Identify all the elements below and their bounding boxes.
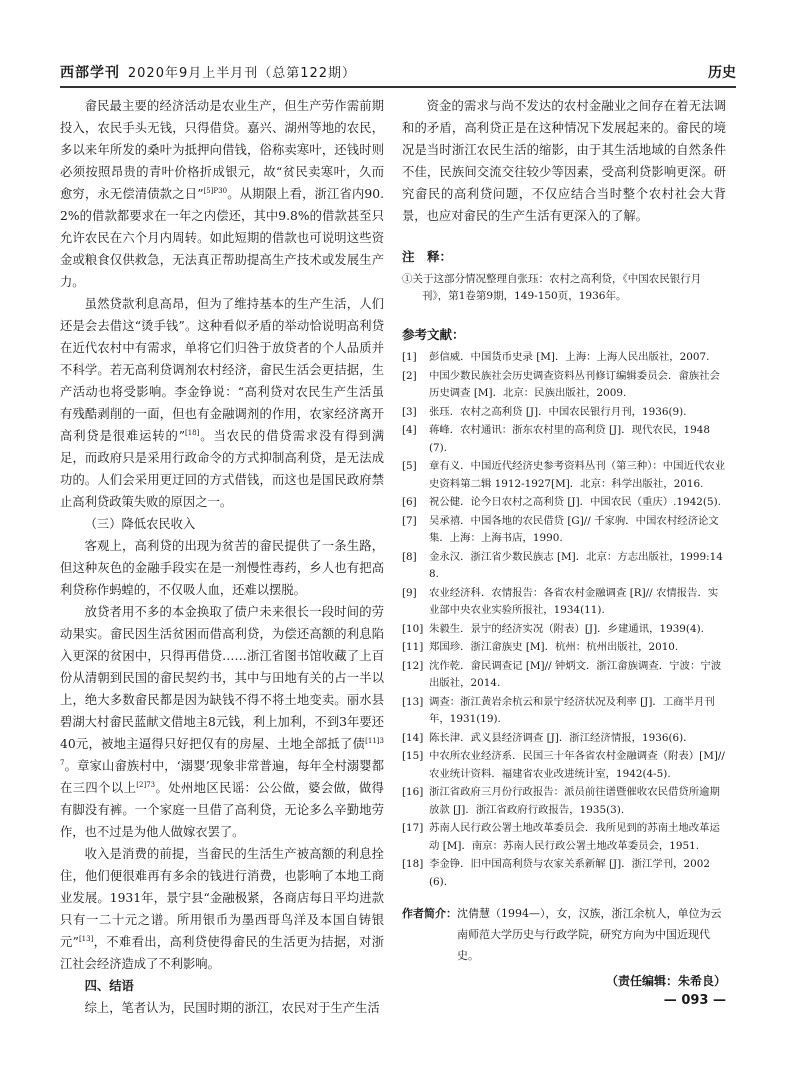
- reference-text: 彭信威．中国货币史录 [M]．上海：上海人民出版社，2007.: [429, 351, 710, 363]
- reference-text: 吴承禧．中国各地的农民借贷 [G]// 千家驹．中国农村经济论文集．上海：上海书店，1990.: [429, 514, 719, 544]
- issue-info: 2020年9月上半月刊（总第122期）: [127, 66, 357, 81]
- reference-text: 金永汉．浙江省少数民族志 [M]．北京：方志出版社，1999:148.: [429, 550, 723, 580]
- reference-text: 陈长津．武义县经济调查 [J]．浙江经济情报，1936(6)．: [429, 731, 694, 744]
- reference-number: [18]: [402, 858, 424, 870]
- reference-text: 张珏．农村之高利贷 [J]．中国农民银行月刊，1936(9).: [429, 405, 687, 418]
- reference-number: [3]: [402, 405, 417, 418]
- reference-item: [402, 748, 726, 783]
- citation: [2]73: [136, 780, 156, 789]
- reference-item: [402, 513, 726, 548]
- right-column: [402, 95, 726, 1008]
- reference-text: 朱毅生．景宁的经济实况（附表）[J]．乡建通讯，1939(4).: [429, 622, 704, 635]
- reference-number: [2]: [402, 369, 417, 382]
- left-column: [60, 95, 384, 1019]
- page-number: — 093 —: [663, 993, 726, 1008]
- reference-number: [6]: [402, 496, 417, 508]
- author-label: 作者简介：: [402, 907, 457, 920]
- note-item: ①关于这部分情况整理自张珏：农村之高利贷，《中国农民银行月刊》，第1卷第9期，149-150页，1936年。: [402, 273, 702, 302]
- body-paragraph: 综上，笔者认为，民国时期的浙江，农民对于生产生活: [84, 1001, 380, 1015]
- reference-number: [12]: [402, 659, 424, 672]
- reference-text: 中农所农业经济系．民国三十年各省农村金融调查（附表）[M]// 农业统计资料．福建省农业改进统计室，1942(4-5).: [429, 750, 725, 780]
- reference-item: [402, 639, 726, 657]
- header-rule: [60, 86, 736, 88]
- body-paragraph: 资金的需求与尚不发达的农村金融业之间存在着无法调和的矛盾，高利贷正是在这种情况下发展起来的。畲民的境况是当时浙江农民生活的缩影，由于其生活地域的自然条件不佳，民族间交流交往较少等因素，受高利贷影响更深。研究畲民的高利贷问题，不仅应结合当时整个农村社会大背景，也应对畲民的生产生活有更深入的了解。: [402, 99, 726, 223]
- reference-item: [402, 458, 726, 493]
- reference-number: [5]: [402, 460, 417, 472]
- reference-text: 中国少数民族社会历史调查资料丛刊修订编辑委员会．畲族社会历史调查 [M]．北京：民族出版社，2009.: [429, 369, 720, 399]
- reference-item: [402, 585, 726, 620]
- reference-number: [13]: [402, 695, 424, 708]
- journal-name: 西部学刊: [60, 65, 120, 81]
- reference-item: [402, 856, 726, 891]
- subheading: （三）降低农民收入: [84, 517, 196, 531]
- reference-number: [10]: [402, 622, 424, 635]
- reference-number: [8]: [402, 550, 417, 563]
- reference-item: [402, 549, 726, 584]
- notes-title: 注 释：: [402, 249, 453, 264]
- section-label: 历史: [708, 65, 736, 81]
- citation: [11]37: [60, 736, 384, 767]
- reference-item: [402, 494, 726, 512]
- reference-text: 沈作乾．畲民调查记 [M]// 钟炳文．浙江畲族调查．宁波：宁波出版社，2014.: [429, 659, 722, 689]
- reference-text: 调查：浙江黄岩余杭云和景宁经济状况及利率 [J]．工商半月刊年，1931(19).: [429, 695, 715, 725]
- journal-title: [60, 62, 356, 82]
- reference-number: [7]: [402, 514, 417, 527]
- reference-text: 浙江省政府三月份行政报告：派员前往谱暨催收农民借贷所逾期放款 [J]．浙江省政府行政报告，1935(3).: [429, 786, 720, 816]
- body-paragraph: 客观上，高利贷的出现为贫苦的畲民提供了一条生路，但这种灰色的金融手段实在是一剂慢性毒药，乡人也有把高利贷称作蚂蝗的，不仅吸人血，还难以摆脱。: [60, 539, 384, 597]
- reference-number: [16]: [402, 786, 424, 798]
- reference-number: [14]: [402, 731, 424, 744]
- references-title: 参考文献：: [402, 327, 465, 342]
- reference-number: [1]: [402, 351, 417, 363]
- reference-item: [402, 820, 726, 855]
- body-paragraph: 收入是消费的前提，当畲民的生活生产被高额的利息拴住，他们便很难再有多余的钱进行消费，也影响了本地工商业发展。1931年，景宁县“金融极紧，各商店每日平均进款只有一二十元之谱。所用银币为墨西哥鸟洋及本国自铸银元”[13]，不难看出，高利贷使得畲民的生活更为拮据，对浙江社会经济造成了不利影响。: [60, 847, 384, 971]
- reference-item: [402, 368, 726, 403]
- author-bio-block: [402, 903, 726, 966]
- running-header: [60, 60, 736, 84]
- body-paragraph: 虽然贷款利息高昂，但为了维持基本的生产生活，人们还是会去借这“烫手钱”。这种看似矛盾的举动恰说明高利贷在近代农村中有需求，单将它们归咎于放贷者的个人品质并不科学。若无高利贷调剂农村经济，畲民生活会更拮据，生产活动也将受影响。李金铮说：“高利贷对农民生产生活虽有残酷剥削的一面，但也有金融调剂的作用，农家经济离开高利贷是很难运转的”[18]。当农民的借贷需求没有得到满足，而政府只是采用行政命令的方式抑制高利贷，是无法成功的。人们会采用更迂回的方式借钱，而这也是国民政府禁止高利贷政策失败的原因之一。: [60, 297, 384, 509]
- section-heading: 四、结语: [84, 979, 134, 993]
- reference-text: 农业经济科．农情报告：各省农村金融调查 [R]// 农情报告．实业部中央农业实验所报社，1934(11).: [429, 586, 719, 616]
- body-paragraph: 放贷者用不多的本金换取了债户未来很长一段时间的劳动果实。畲民因生活贫困而借高利贷，为偿还高额的利息陷入更深的贫困中，只得再借贷……浙江省图书馆收藏了上百份从清朝到民国的畲民契约书，其中与田地有关的占一半以上，绝大多数畲民都是因为缺钱不得不将土地变卖。丽水县碧湖大村畲民蓝献文借地主8元钱，利上加利，不到3年要还40元，被地主逼得只好把仅有的房屋、土地全部抵了债$^{[11]37}$。章家山畲族村中，‘溺婴’现象非常普遍，每年全村溺婴都在三四个以上$^{[2]73}$。处州地区民谣：公公做，婆会做，做得有脚没有裤。一个家庭一旦借了高利贷，无论多么辛勤地劳作，也不过是为他人做嫁衣罢了。: [60, 605, 384, 839]
- reference-number: [17]: [402, 822, 424, 834]
- reference-text: 苏南人民行政公署土地改革委员会．我所见到的苏南土地改革运动 [M]．南京：苏南人民行政公署土地改革委员会，1951.: [429, 822, 720, 852]
- responsible-editor: （责任编辑：朱希良）: [605, 974, 726, 988]
- reference-item: [402, 694, 726, 729]
- reference-text: 郑国珍．浙江畲族史 [M]．杭州：杭州出版社，2010.: [429, 641, 679, 653]
- reference-number: [9]: [402, 586, 417, 599]
- author-bio: 沈倩慧（1994—），女，汉族，浙江余杭人，单位为云南师范大学历史与行政学院，研究方向为中国近现代史。: [457, 907, 722, 962]
- reference-item: [402, 784, 726, 819]
- reference-text: 蒋峰．农村通讯：浙东农村里的高利贷 [J]．现代农民，1948(7).: [429, 424, 711, 454]
- reference-item: [402, 621, 726, 639]
- reference-item: [402, 422, 726, 457]
- reference-item: [402, 658, 726, 693]
- reference-item: [402, 404, 726, 422]
- reference-number: [4]: [402, 424, 417, 436]
- citation: [13]: [78, 934, 94, 943]
- reference-item: [402, 349, 726, 367]
- citation: [5]P30: [203, 186, 228, 195]
- reference-number: [11]: [402, 641, 424, 653]
- reference-text: 李金铮．旧中国高利贷与农家关系新解 [J]．浙江学刊，2002(6).: [429, 858, 711, 888]
- reference-text: 章有义．中国近代经济史参考资料丛刊（第三种）：中国近代农业史资料第二辑 1912-1927[M]．北京：科学出版社，2016.: [429, 460, 726, 490]
- citation: [18]: [184, 428, 200, 437]
- references-list: [402, 349, 726, 891]
- body-paragraph: 畲民最主要的经济活动是农业生产，但生产劳作需前期投入，农民手头无钱，只得借贷。嘉兴、湖州等地的农民，多以来年所发的桑叶为抵押向借钱，俗称卖寒叶，还钱时则必须按照昂贵的青叶价格折成银元，故“贫民卖寒叶，久而愈穷，永无偿清债款之日”$^{[5]P30}$。从期限上看，浙江省内90.2%的借款都要求在一年之内偿还，其中9.8%的借款甚至只允许农民在六个月内周转。如此短期的借款也可说明这些资金或粮食仅供救急，无法真正帮助提高生产技术或发展生产力。: [60, 99, 384, 289]
- reference-number: [15]: [402, 750, 424, 762]
- reference-item: [402, 730, 726, 748]
- reference-text: 祝公健．论今日农村之高利贷 [J]．中国农民（重庆）.1942(5).: [429, 496, 721, 508]
